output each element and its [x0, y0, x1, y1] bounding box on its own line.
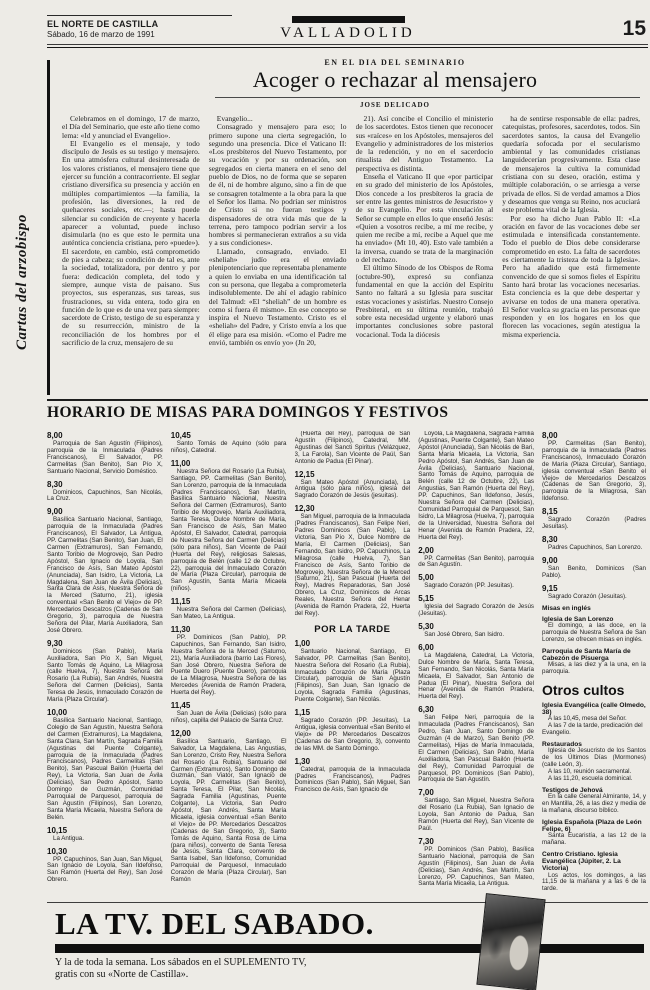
schedule-entry: Loyola, La Magdalena, Sagrada Familia (Agustinas, Puente Colgante), San Mateo Apóstol (Anunciada), San Nicolás de Bari, Santa María Micaela, La Victoria, San Pedro Apóstol, San Andrés, San Juan de Ávila (Delicias), Santuario Nacional, Santo Tomás de Aquino, parroquia de Belén (calle 12 de Octubre, 22), Las Angustias, San Ramón (Huerta del Rey), PP. Capuchinos, San Ildefonso, Jesús, Nuestra Señora del Carmen (Delicias), Comunidad Parroquial de Parquesol, San Isidro, La Milagrosa (Huelva, 7), parroquia de la Universidad, Nuestra Señora del Henar (Avenida de Ramón Pradera, 22, Huerta del Rey). — [418, 431, 534, 541]
schedule-entry: Sagrado Corazón (Padres Jesuitas). — [542, 516, 646, 531]
schedule-time: 9,00 — [47, 507, 63, 517]
schedule-entry: San Felipe Neri, parroquia de la Inmaculada (Padres Franciscanos), San Pedro, San Juan, Santo Domingo de Guzmán (4 de Marzo), San Benito (PP. Carmelitas), Hijas de María Inmaculada, El Carmen (Delicias), San Pablo, María Auxiliadora, San Pascual Bailón (Huerta del Rey), Comunidad Parroquial de Parquesol, PP. Dominicos (San Pablo), Parroquia de San Agustín. — [418, 714, 534, 784]
schedule-time: 12,00 — [170, 728, 191, 738]
schedule-entry: Dominicos (San Pablo), María Auxiliadora, San Pío X, San Miguel, Santo Tomás de Aquino, La Milagrosa (calle Huelva, 7), Nuestra Señora del Rosario (La Rubia), San Andrés, Nuestra Señora del Carmen (Delicias), Santa Teresa de Jesús, Inmaculado Corazón de María (Plaza Circular). — [47, 647, 163, 704]
schedule-column — [542, 431, 646, 904]
article-paragraph: Consagrado y mensajero para eso; lo primero supone una cierta segregación, lo segundo una presencia. Dice el Vaticano II: «Los presbíteros del Nuevo Testamento, por su vocación y por su ordenación, son segregados en cierta manera en el seno del pueblo de Dios, no de forma que se separen de él, ni de hombre alguno, sino a fin de que se consagren totalmente a la obra para la que el Señor los llama. No podrían ser ministros de Cristo si no fueran testigos y dispensadores de otra vida más que de la terrena, pero tampoco podrían servir a los hombres si permanecieran extraños a su vida y a sus condiciones». — [208, 122, 347, 248]
schedule-entry: Sagrado Corazón (PP. Jesuitas), La Antigua, iglesia conventual «San Benito el Viejo» de PP. Mercedarios Descalzos (Cadenas de San Gregorio, 3), convento de las MM. de Santo Domingo. — [294, 717, 411, 752]
schedule-entry: Basílica Santuario Nacional, Santiago, Colegio de San Agustín, Nuestra Señora del Carmen (Extramuros), La Magdalena, Santa Clara, San Martín, Sagrada Familia (Agustinas del Puente Colgante), parroquia de la Inmaculada (Padres Franciscanos), Padres Carmelitas (San Benito), San Pascual Bailón (Huerta del Rey), La Victoria, San Juan de Ávila (Delicias), San Pedro Apóstol, Santo Domingo de Guzmán, Comunidad Parroquial de Parquesol, parroquia de San Agustín (Filipinos), San Lorenzo, Santa María Micaela, Nuestra Señora de Belén. — [47, 717, 163, 821]
afternoon-heading: POR LA TARDE — [314, 623, 391, 635]
ad-black-bar — [55, 944, 644, 953]
schedule-line: A las 10,45, mesa del Señor. — [548, 715, 627, 723]
schedule-time: 9,15 — [542, 583, 558, 593]
article-byline: JOSE DELICADO — [360, 101, 430, 109]
ad-text-line: gratis con su «Norte de Castilla». — [55, 969, 189, 980]
masthead: EL NORTE DE CASTILLA — [47, 19, 159, 29]
schedule-time: 9,30 — [47, 638, 63, 648]
schedule-time: 12,30 — [294, 504, 315, 514]
schedule-time: 6,30 — [418, 705, 434, 715]
schedule-subheading: Misas en inglés — [542, 604, 591, 612]
schedule-entry: PP. Carmelitas (San Benito), parroquia de San Agustín. — [418, 554, 534, 569]
schedule-time: 11,30 — [170, 624, 191, 634]
schedule-time: 10,00 — [47, 708, 68, 717]
schedule-time: 8,30 — [542, 534, 558, 544]
schedule-entry: San Benito, Dominicos (San Pablo). — [542, 564, 646, 579]
schedule-column — [418, 431, 534, 904]
schedule-top-rule — [47, 399, 648, 401]
section-name: VALLADOLID — [280, 25, 416, 41]
schedule-entry: Santa Eucaristía, a las 12 de la mañana. — [542, 832, 646, 847]
schedule-entry: San Juan de Ávila (Delicias) (sólo para niños), capilla del Palacio de Santa Cruz. — [170, 710, 287, 724]
schedule-time: 12,15 — [294, 469, 315, 479]
schedule-time: 6,00 — [418, 642, 434, 652]
schedule-column — [47, 431, 163, 904]
article-headline: Acoger o rechazar al mensajero — [252, 67, 538, 92]
schedule-time: 8,00 — [542, 431, 558, 440]
schedule-entry: En la calle General Almirante, 14, y en Mantilla, 26, a las diez y media de la mañana, discurso bíblico. — [542, 793, 646, 814]
schedule-time: 5,30 — [418, 622, 434, 632]
schedule-time: 10,30 — [47, 846, 68, 856]
schedule-entry: Iglesia del Sagrado Corazón de Jesús (Jesuitas). — [418, 603, 534, 618]
article-paragraph: El Evangelio es el mensaje, y todo discípulo de Jesús es su testigo y mensajero. En una atmósfera cultural desinteresada de los valores cristianos, el mensajero tiene que ejercer su función a contracorriente. El seglar cristiano diversifica su presencia y acción en múltiples compartimientos —la familia, la profesión, las diversiones, la red de quehaceres sociales, etc.—; hasta puede silenciar su condición de creyente y hacerla aparecer a voluntad, puede incluso disimularla (no es que esto le permita una auténtica conciencia cristiana, pero «puede»). El sacerdote, en cambio, está comprometido de pies a cabeza; su condición de tal es, ante la sociedad, totalizadora, por dentro y por fuera: dedicación completa, del todo y siempre, aunque vista de paisano. Sus proyectos, sus esperanzas, sus tareas, sus frustraciones, su vida entera, todo gira en función de lo que es de una vez para siempre: sacerdote de Cristo, testigo de su esperanza y de su resurrección, ministro de la reconciliación de los hombres por el sacrificio de la cruz, mensajero de su — [62, 138, 200, 348]
schedule-entry: El domingo, a las doce, en la parroquia de Nuestra Señora de San Lorenzo, se ofrecen misas en inglés. — [542, 622, 646, 643]
schedule-entry: Santiago, San Miguel, Nuestra Señora del Rosario (La Rubia), San Ignacio de Loyola, San Antonio de Padua, San Ramón (Huerta del Rey), San Vicente de Paúl. — [418, 797, 534, 832]
schedule-time: 9,00 — [542, 555, 558, 565]
article-paragraph: ha de sentirse responsable de ella: padres, catequistas, profesores, sacerdotes, todos. Sin sacerdotes santos, la causa del Evangelio quedaría sofocada por el secularismo ambiental y las comunidades cristianas languidecerían progresivamente. Esta clase de mensajeros la cultiva la comunidad cristiana con su deseo, oración, estima y múltiple colaboración, o se arriesga a verse privada de ellos. Si de verdad amamos a Dios y deseamos que venga su Reino, nos acuciará este problema vital de la Iglesia. — [502, 115, 640, 215]
article-paragraph: El último Sínodo de los Obispos de Roma (octubre-90), expresó su confianza fundamental en que la acción del Espíritu Santo no faltará a su Iglesia para suscitar estas vocaciones y asistirlas. Nuestro Consejo Presbiteral, en su última reunión, trabajó sobre esta necesidad urgente y elaboró unas importantes conclusiones sobre pastoral vocacional. Toda la diócesis — [355, 263, 494, 339]
schedule-subheading: Parroquia de Santa María de Cabezón de Pisuerga — [542, 647, 631, 662]
article-columns — [62, 115, 640, 395]
schedule-entry: Basílica Santuario Nacional, Santiago, parroquia de la Inmaculada (Padres Franciscanos), El Salvador, La Antigua, PP. Carmelitas (San Benito), San Juan, El Carmen (Extramuros), San Fernando, Santo Toribio de Mogrovejo, San Pedro Apóstol, San Ignacio de Loyola, San Francisco de Asís, San Mateo Apóstol (Anunciada), San Isidro, La Victoria, La Magdalena, San Juan de Ávila (Delicias), Santa Clara de Asís, Nuestra Señora de la Merced (Saturno, 21), iglesia conventual «San Benito el Viejo» de PP. Mercedarios Descalzos (Cadenas de San Gregorio, 3), parroquia de Nuestra Señora del Pilar, María Auxiliadora, San José Obrero. — [47, 516, 163, 634]
schedule-entry: (Huerta del Rey), parroquia de San Agustín (Filipinos), Catedral, MM. Agustinas del Sancti Spiritus (Velázquez, 3, La Farola), San Vicente de Paúl, San Antonio de Padua (El Pinar). — [294, 431, 411, 465]
article-column — [356, 115, 494, 395]
headline-rule — [215, 97, 640, 98]
schedule-entry: Nuestra Señora del Carmen (Delicias), San Mateo, La Antigua. — [170, 606, 287, 621]
schedule-entry: Misas, a las diez y a la una, en la parroquia. — [542, 661, 646, 676]
article-column — [502, 115, 640, 395]
schedule-entry: PP. Dominicos (San Pablo), Basílica Santuario Nacional, parroquia de San Agustín (Filipinos), San Juan de Ávila (Delicias), San Andrés, San Martín, San Lorenzo, PP. Capuchinos, San Mateo, Santa María Micaela, La Antigua. — [418, 845, 534, 888]
article-kicker: EN EL DIA DEL SEMINARIO — [324, 58, 466, 67]
schedule-time: 11,45 — [170, 701, 191, 711]
schedule-entry: San Miguel, parroquia de la Inmaculada (Padres Franciscanos), San Felipe Neri, Padres Dominicos (San Pablo), La Victoria, San Pío X, Dulce Nombre de María, El Carmen (Delicias), San Fernando, San Isidro, PP. Capuchinos, La Milagrosa (calle Huelva, 7), San Francisco de Asís, Santo Toribio de Mogrovejo, Nuestra Señora de la Merced (Saturno, 21), San Pascual (Huerta del Rey), Madres Reparadoras, San José Obrero, La Cruz, Dominicos de Arcas Reales, Nuestra Señora del Henar (Avenida de Ramón Pradera, 22, Huerta del Rey). — [294, 513, 411, 617]
article-column — [209, 115, 347, 395]
masthead-top-rule — [47, 15, 232, 16]
schedule-time: 8,15 — [542, 507, 558, 517]
schedule-subheading: Testigos de Jehová — [542, 786, 603, 794]
schedule-subheading: Restaurados — [542, 741, 582, 749]
schedule-time: 2,00 — [418, 545, 434, 555]
schedule-entry: Los actos, los domingos, a las 11,15 de la mañana y a las 6 de la tarde. — [542, 871, 646, 893]
article-paragraph: 21). Así concibe el Concilio el ministerio de los sacerdotes. Estos tienen que reconocer sus «raíces» en los Apóstoles, mensajeros del Evangelio y administradores de los misterios de la redención, y no en el sacerdocio ritualista del Antiguo Testamento. La perspectiva es distinta. — [355, 115, 494, 173]
sidebar-column-label: Cartas del arzobispo — [14, 214, 30, 350]
schedule-subheading: Iglesia Evangélica (calle Olmedo, 38) — [542, 701, 646, 717]
schedule-line: A las 7 de la tarde, predicación del Evangelio. — [542, 722, 643, 737]
schedule-entry: Santuario Nacional, Santiago, El Salvador, PP. Carmelitas (San Benito), Nuestra Señora del Rosario (La Rubia), Inmaculado Corazón de María (Plaza Circular), parroquia de San Agustín (Filipinos), San Juan, San Ignacio de Loyola, Sagrada Familia (Agustinas, Puente Colgante), San Nicolás. — [294, 647, 411, 704]
schedule-entry: Sagrado Corazón (PP. Jesuitas). — [424, 582, 514, 590]
schedule-time: 5,00 — [418, 573, 434, 583]
schedule-entry: San José Obrero, San Isidro. — [424, 631, 505, 639]
dateline: Sábado, 16 de marzo de 1991 — [47, 30, 155, 39]
schedule-title: HORARIO DE MISAS PARA DOMINGOS Y FESTIVOS — [47, 404, 449, 421]
schedule-time: 8,00 — [47, 431, 63, 440]
header-rule-thick — [47, 47, 648, 48]
schedule-entry: Catedral, parroquia de la Inmaculada (Padres Franciscanos), Padres Dominicos (San Pablo), San Miguel, San Francisco de Asís, San Ignacio de — [294, 765, 411, 794]
article-paragraph: Por eso ha dicho Juan Pablo II: «La oración en favor de las vocaciones debe ser estimulada e intensificada constantemente. Todo el pueblo de Dios debe considerarse comprometido en esto. La falta de sacerdotes es ciertamente la tristeza de toda la Iglesia». Pero ha añadido que está firmemente convencido de que si somos fieles el Espíritu Santo hará brotar las vocaciones necesarias. Esta conciencia es la que debe despertar y avivarse en todos de una manera operativa. El Señor vuelca su gracia en las personas que responden y en los hogares en los que florecen las vocaciones, según atestigua la misma experiencia. — [502, 213, 640, 339]
article-paragraph: Enseña el Vaticano II que «por participar en su grado del ministerio de los Apóstoles, Dios concede a los presbíteros la gracia de ser entre las gentes ministros de Jesucristo» y de su Evangelio. Por esta vinculación al Señor se cumple en ellos lo que enseñó Jesús: «Quien a vosotros recibe, a mí me recibe, y quien me recibe a mí, recibe a Aquel que me ha enviado» (Mt 10, 40). Esto vale también a la inversa, cuando se trata de la marginación o del rechazo. — [355, 172, 494, 265]
schedule-columns — [47, 431, 646, 904]
sidebar-vertical-rule — [47, 60, 50, 395]
schedule-entry: La Magdalena, Catedral, La Victoria, Dulce Nombre de María, Santa Teresa, San Fernando, San Nicolás, Santa María Micaela, El Salvador, San Antonio de Padua (El Pinar), Nuestra Señora del Henar (Avenida de Ramón Pradera, Huerta del Rey). — [418, 651, 534, 701]
ad-photo — [476, 893, 545, 990]
schedule-entry: Dominicos, Capuchinos, San Nicolás, La Cruz. — [47, 488, 163, 503]
schedule-entry: PP. Carmelitas (San Benito), parroquia de la Inmaculada (Padres Franciscanos), Inmaculado Corazón de María (Plaza Circular), Santiago, iglesia conventual «San Benito el Viejo» de Mercedarios Descalzos (Cadenas de San Gregorio, 3), parroquia de la Milagrosa, San Ildefonso. — [542, 440, 646, 503]
section-bar — [292, 16, 405, 23]
schedule-entry: Iglesia de Jesucristo de los Santos de los Últimos Días (Mormones) (calle León, 3). — [542, 747, 646, 769]
schedule-line: A las 11,20, escuela dominical. — [548, 774, 633, 782]
schedule-entry: Sagrado Corazón (Jesuitas). — [548, 592, 627, 600]
schedule-subheading: Iglesia Española (Plaza de León Felipe, 6) — [542, 818, 642, 833]
schedule-time: 8,30 — [47, 479, 63, 489]
schedule-line: A las 10, reunión sacramental. — [548, 767, 632, 775]
schedule-entry: Parroquia de San Agustín (Filipinos), parroquia de la Inmaculada (Padres Franciscanos), El Salvador, PP. Carmelitas (San Benito), San Pío X, Santuario Nacional, Servicio Doméstico. — [47, 440, 163, 475]
schedule-column — [295, 431, 411, 904]
page-number: 15 — [622, 17, 646, 40]
other-cults-heading: Otros cultos — [542, 681, 625, 698]
schedule-time: 7,00 — [418, 788, 434, 798]
schedule-entry: La Antigua. — [53, 834, 84, 842]
ad-headline: LA TV. DEL SABADO. — [55, 906, 374, 941]
schedule-subheading: Iglesia de San Lorenzo — [542, 615, 614, 623]
schedule-time: 11,15 — [170, 597, 191, 607]
schedule-time: 1,30 — [294, 756, 311, 766]
schedule-entry: Padres Capuchinos, San Lorenzo. — [548, 543, 643, 551]
schedule-time: 1,15 — [294, 708, 311, 718]
schedule-subheading: Centro Cristiano. Iglesia Evangélica (Júpiter, 2. La Victoria) — [542, 850, 621, 873]
article-paragraph: Celebramos en el domingo, 17 de marzo, el Día del Seminario, que este año tiene como lema: «Id y anunciad el Evangelio». — [62, 115, 200, 140]
schedule-entry: Basílica Santuario, Santiago, El Salvador, La Magdalena, Las Angustias, San Lorenzo, Cristo Rey, Nuestra Señora del Rosario (La Rubia), Santuario del Carmen (Extramuros), Santo Domingo de Guzmán, San Viator, San Ignacio de Loyola, PP. Carmelitas (San Benito), Santa Teresa, El Pilar, San Nicolás, Sagrada Familia (Agustinas, Puente Colgante), La Victoria, San Pedro Apóstol, San Andrés, Santa María Micaela, iglesia conventual «San Benito el Viejo» de PP. Mercedarios Descalzos (Cadenas de San Gregorio, 3), Santo Tomás de Aquino, Santa Rosa de Lima (para niños), convento de Santa Teresa de Jesús, Santa Clara, convento de Santa Isabel, San Ildefonso, Comunidad Parroquial de Parquesol, Inmaculado Corazón de María (Plaza Circular), San Ramón — [170, 737, 287, 884]
schedule-time: 5,15 — [418, 594, 434, 604]
ad-top-rule — [47, 902, 648, 903]
article-paragraph: Evangelio... — [216, 115, 253, 123]
schedule-entry: Nuestra Señora del Rosario (La Rubia), Santiago, PP. Carmelitas (San Benito), San Lorenzo, parroquia de la Inmaculada (Padres Franciscanos), San Martín, Basílica Santuario Nacional, Nuestra Señora del Carmen (Extramuros), Santo Toribio de Mogrovejo, María Auxiliadora, Santa Teresa, Dulce Nombre de María, San Francisco de Asís, San Mateo Apóstol, El Salvador, Catedral, parroquia de Nuestra Señora del Carmen (Delicias) (sólo para niños), San Vicente de Paúl (Huerta del Rey), religiosas Salesas, parroquia de Belén (calle 12 de Octubre, 22), parroquia del Inmaculado Corazón de María (Plaza Circular), parroquia de San Agustín, Santa María Micaela (niños). — [170, 467, 287, 593]
schedule-time: 10,15 — [47, 825, 68, 835]
schedule-entry: San Mateo Apóstol (Anunciada), La Antigua (sólo para niños), iglesia del Sagrado Corazón de Jesús (jesuitas). — [294, 478, 411, 500]
schedule-time: 11,00 — [170, 458, 191, 468]
header-rule-thin — [47, 44, 648, 45]
schedule-entry: PP. Capuchinos, San Juan, San Miguel, San Ignacio de Loyola, San Ildefonso, San Ramón (Huerta del Rey), San José Obrero. — [47, 855, 163, 884]
schedule-entry: Santo Tomás de Aquino (sólo para niños), Catedral. — [170, 440, 287, 454]
schedule-entry: PP. Dominicos (San Pablo), PP. Capuchinos, San Fernando, San Isidro, Nuestra Señora de la Merced (Saturno, 21), María Auxiliadora (barrio Las Flores), San José Obrero, Nuestra Señora de Puente Duero (Puente Duero), parroquia de La Milagrosa, Nuestra Señora de las Mercedes (Avenida de Ramón Pradera, Huerta del Rey). — [170, 633, 287, 697]
ad-text-line: Y la de toda la semana. Los sábados en el SUPLEMENTO TV, — [55, 957, 307, 968]
schedule-time: 10,45 — [170, 431, 191, 440]
article-paragraph: Llamado, consagrado, enviado. El «sheliah» judío era el enviado plenipotenciario que representaba plenamente a quien lo enviaba en una identificación tal con su persona, que llegaba a comprometerla indisolublemente. De ahí el adagio rabínico del Talmud: «El “sheliah” de un hombre es como si fuera él mismo». En ese concepto se inspira el Nuevo Testamento. Cristo es el «sheliah» del Padre, y Cristo envía a los que él elige para esa misión. «Como el Padre me envió, también os envío yo» (Jn 20, — [208, 246, 347, 348]
schedule-time: 7,30 — [418, 836, 434, 846]
article-column — [62, 115, 200, 395]
schedule-column — [171, 431, 287, 904]
schedule-time: 1,00 — [294, 638, 311, 648]
